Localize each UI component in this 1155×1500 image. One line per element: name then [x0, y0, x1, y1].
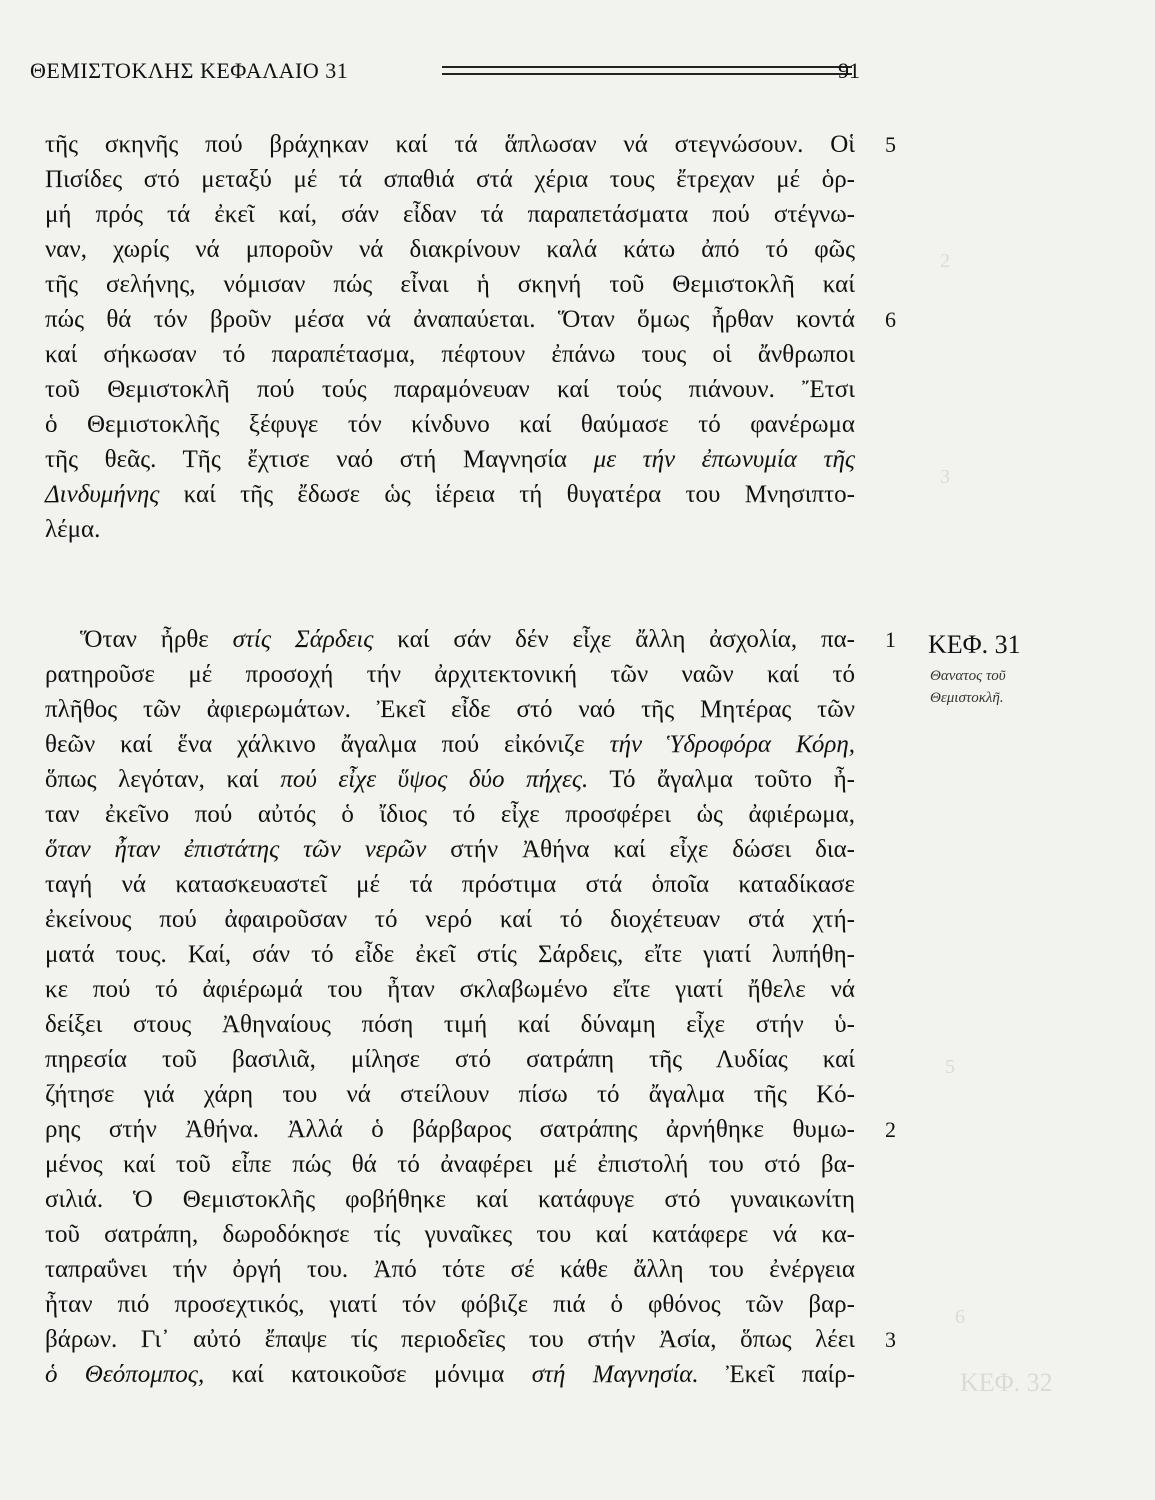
line-number: 5 [885, 132, 896, 157]
text-segment: Ἐκεῖ παίρ- [725, 1361, 856, 1388]
chapter-heading: ΚΕΦ. 31 [928, 630, 1021, 659]
text-line: Πισίδες στό μεταξύ μέ τά σπαθιά στά χέρια τους ἔτρεχαν μέ ὁρ- [45, 166, 855, 193]
text-line: δείξει στους Ἀθηναίους πόση τιμή καί δύναμη εἶχε στήν ὑ- [45, 1011, 855, 1038]
text-line: ταπραΰνει τήν ὀργή του. Ἀπό τότε σέ κάθε ἄλλη του ἐνέργεια [45, 1256, 855, 1283]
text-segment: καί κατοικοῦσε μόνιμα [231, 1361, 505, 1388]
margin-note: Θανατος τοῦ [930, 668, 1006, 684]
line-number: 6 [885, 307, 896, 332]
text-line: τοῦ Θεμιστοκλῆ πού τούς παραμόνευαν καί τούς πιάνουν. Ἔτσι [45, 376, 855, 403]
text-line: ναν, χωρίς νά μποροῦν νά διακρίνουν καλά κάτω ἀπό τό φῶς [45, 236, 855, 263]
text-line: πηρεσία τοῦ βασιλιᾶ, μίλησε στό σατράπη τῆς Λυδίας καί [45, 1046, 855, 1073]
text-line: ρης στήν Ἀθήνα. Ἀλλά ὁ βάρβαρος σατράπης ἀρνήθηκε θυμω- [45, 1116, 855, 1143]
text-line: μή πρός τά ἐκεῖ καί, σάν εἶδαν τά παραπετάσματα πού στέγνω- [45, 201, 855, 228]
text-line [45, 765, 855, 795]
text-line: πώς θά τόν βροῦν μέσα νά ἀναπαύεται. Ὅταν ὅμως ἦρθαν κοντά [45, 306, 855, 333]
text-line: ρατηροῦσε μέ προσοχή τήν ἀρχιτεκτονική τῶν ναῶν καί τό [45, 661, 855, 688]
italic-segment: στή Μαγνησία. [531, 1361, 699, 1388]
text-line: ταν ἐκεῖνο πού αὐτός ὁ ἴδιος τό εἶχε προσφέρει ὡς ἀφιέρωμα, [45, 801, 855, 828]
bleed-chapter: ΚΕΦ. 32 [960, 1368, 1053, 1397]
text-segment: καί σάν δέν εἶχε ἄλλη ἀσχολία, πα- [397, 626, 855, 653]
italic-segment: με τήν ἐπωνυμία τῆς [593, 446, 855, 473]
text-line: λέμα. [45, 516, 101, 543]
text-line: τῆς σελήνης, νόμισαν πώς εἶναι ἡ σκηνή τοῦ Θεμιστοκλῆ καί [45, 271, 855, 298]
text-line: ἐκείνους πού ἀφαιροῦσαν τό νερό καί τό διοχέτευαν στά χτή- [45, 906, 855, 933]
text-line [80, 625, 855, 655]
bleed-number: 5 [945, 1056, 955, 1078]
text-segment: ὅπως λεγόταν, καί [45, 766, 259, 793]
text-segment: καί τῆς ἔδωσε ὡς ἱέρεια τή θυγατέρα του Μνησιπτο- [183, 481, 855, 508]
text-line: πλῆθος τῶν ἀφιερωμάτων. Ἐκεῖ εἶδε στό ναό τῆς Μητέρας τῶν [45, 696, 855, 723]
text-line [45, 835, 855, 865]
text-segment: Ὅταν ἦρθε [80, 626, 209, 653]
text-segment: θεῶν καί ἕνα χάλκινο ἄγαλμα πού εἰκόνιζε [45, 731, 585, 758]
margin-note: Θεμιστοκλῆ. [930, 690, 1004, 706]
text-line [45, 480, 855, 510]
text-line: καί σήκωσαν τό παραπέτασμα, πέφτουν ἐπάνω τους οἱ ἄνθρωποι [45, 341, 855, 368]
line-number: 1 [885, 627, 896, 652]
header-rule [442, 66, 852, 75]
bleed-number: 2 [940, 250, 950, 272]
line-number: 3 [885, 1327, 896, 1352]
line-number: 2 [885, 1117, 896, 1142]
text-line: κε πού τό ἀφιέρωμά του ἦταν σκλαβωμένο εἴτε γιατί ἤθελε νά [45, 976, 855, 1003]
text-line [45, 1360, 855, 1390]
italic-segment: ὁ Θεόπομπος, [45, 1361, 205, 1388]
italic-segment: τήν Ὑδροφόρα Κόρη, [609, 731, 855, 758]
text-line: τοῦ σατράπη, δωροδόκησε τίς γυναῖκες του καί κατάφερε νά κα- [45, 1221, 855, 1248]
text-line [45, 445, 855, 475]
italic-segment: ὅταν ἦταν ἐπιστάτης τῶν νερῶν [45, 836, 427, 863]
bleed-number: 6 [955, 1306, 965, 1328]
text-segment: τῆς θεᾶς. Τῆς ἔχτισε ναό στή Μαγνησία [45, 446, 568, 473]
text-segment: Τό ἄγαλμα τοῦτο ἦ- [609, 766, 855, 793]
text-line: βάρων. Γι᾿ αὐτό ἔπαψε τίς περιοδεῖες του στήν Ἀσία, ὅπως λέει [45, 1326, 855, 1353]
text-segment: στήν Ἀθήνα καί εἶχε δώσει δια- [450, 836, 856, 863]
text-line: μένος καί τοῦ εἶπε πώς θά τό ἀναφέρει μέ ἐπιστολή του στό βα- [45, 1151, 855, 1178]
text-line [45, 730, 855, 760]
page-number: 91 [838, 58, 860, 83]
text-line: ζήτησε γιά χάρη του νά στείλουν πίσω τό ἄγαλμα τῆς Κό- [45, 1081, 855, 1108]
text-line: ἦταν πιό προσεχτικός, γιατί τόν φόβιζε πιά ὁ φθόνος τῶν βαρ- [45, 1291, 855, 1318]
page-header [30, 58, 860, 92]
italic-segment: στίς Σάρδεις [232, 626, 374, 653]
bleed-number: 3 [940, 466, 950, 488]
text-line: σιλιά. Ὁ Θεμιστοκλῆς φοβήθηκε καί κατάφυγε στό γυναικωνίτη [45, 1186, 855, 1213]
text-line: τῆς σκηνῆς πού βράχηκαν καί τά ἅπλωσαν νά στεγνώσουν. Οἱ [45, 131, 855, 158]
italic-segment: Δινδυμήνης [45, 481, 160, 508]
running-title: ΘΕΜΙΣΤΟΚΛΗΣ ΚΕΦΑΛΑΙΟ 31 [30, 58, 349, 83]
text-line: ὁ Θεμιστοκλῆς ξέφυγε τόν κίνδυνο καί θαύμασε τό φανέρωμα [45, 411, 855, 438]
text-line: ματά τους. Καί, σάν τό εἶδε ἐκεῖ στίς Σάρδεις, εἴτε γιατί λυπήθη- [45, 941, 855, 968]
italic-segment: πού εἶχε ὕψος δύο πήχες. [280, 766, 589, 793]
text-line: ταγή νά κατασκευαστεῖ μέ τά πρόστιμα στά ὁποῖα καταδίκασε [45, 871, 855, 898]
